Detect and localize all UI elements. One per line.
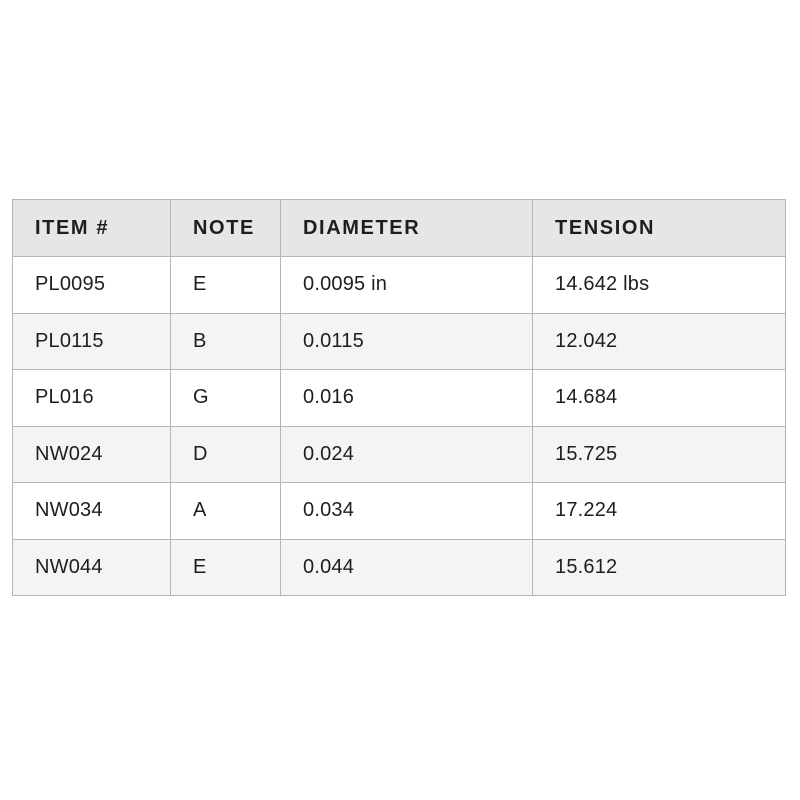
cell-diameter: 0.0095 in — [281, 257, 533, 314]
cell-tension: 14.642 lbs — [533, 257, 786, 314]
cell-note: E — [171, 257, 281, 314]
cell-diameter: 0.016 — [281, 370, 533, 427]
cell-tension: 14.684 — [533, 370, 786, 427]
cell-diameter: 0.034 — [281, 483, 533, 540]
cell-note: A — [171, 483, 281, 540]
cell-item-number: NW024 — [13, 426, 171, 483]
cell-diameter: 0.044 — [281, 539, 533, 596]
cell-tension: 15.612 — [533, 539, 786, 596]
header-row — [13, 200, 786, 257]
cell-item-number: NW034 — [13, 483, 171, 540]
cell-item-number: PL0115 — [13, 313, 171, 370]
cell-tension: 15.725 — [533, 426, 786, 483]
cell-note: E — [171, 539, 281, 596]
cell-diameter: 0.0115 — [281, 313, 533, 370]
table-row — [13, 483, 786, 540]
cell-note: D — [171, 426, 281, 483]
table-body — [13, 257, 786, 596]
table-row — [13, 313, 786, 370]
table-row — [13, 257, 786, 314]
cell-item-number: PL0095 — [13, 257, 171, 314]
header-note: NOTE — [171, 200, 281, 257]
header-item-number: ITEM # — [13, 200, 171, 257]
cell-note: G — [171, 370, 281, 427]
header-tension: TENSION — [533, 200, 786, 257]
table-row — [13, 426, 786, 483]
cell-item-number: NW044 — [13, 539, 171, 596]
cell-item-number: PL016 — [13, 370, 171, 427]
cell-tension: 17.224 — [533, 483, 786, 540]
table-row — [13, 370, 786, 427]
table-row — [13, 539, 786, 596]
string-spec-table-container — [12, 199, 785, 596]
string-spec-table — [12, 199, 786, 596]
cell-note: B — [171, 313, 281, 370]
table-header — [13, 200, 786, 257]
header-diameter: DIAMETER — [281, 200, 533, 257]
cell-diameter: 0.024 — [281, 426, 533, 483]
cell-tension: 12.042 — [533, 313, 786, 370]
